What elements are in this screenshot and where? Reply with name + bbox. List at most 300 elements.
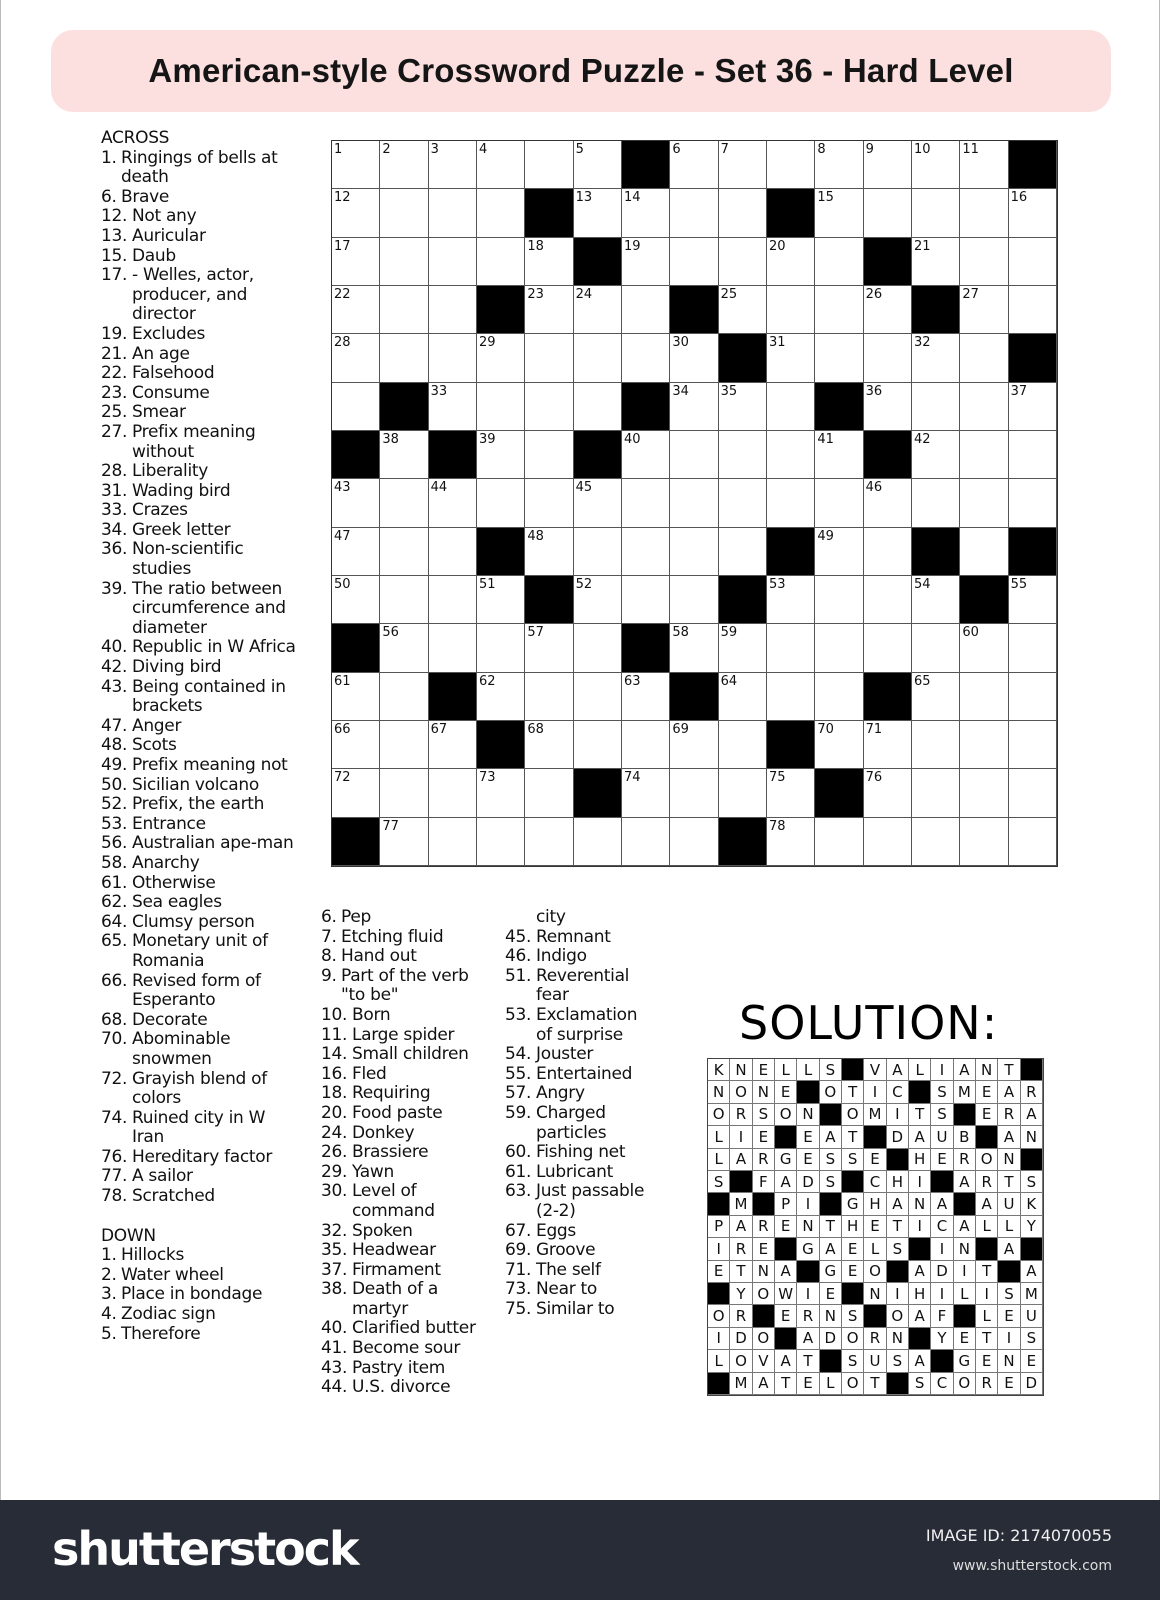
cell-number: 5	[575, 142, 584, 157]
grid-cell[interactable]	[815, 624, 863, 672]
down-clue-18	[321, 1084, 491, 1104]
solution-cell: A	[976, 1193, 998, 1215]
down-clue-5	[101, 1325, 296, 1345]
grid-cell[interactable]	[525, 383, 573, 431]
down-clue-6	[321, 908, 491, 928]
grid-cell[interactable]	[1009, 576, 1057, 624]
grid-cell[interactable]	[864, 189, 912, 237]
grid-cell[interactable]	[815, 189, 863, 237]
grid-cell[interactable]	[429, 624, 477, 672]
grid-cell[interactable]	[477, 238, 525, 286]
grid-cell[interactable]	[912, 673, 960, 721]
clue-text: Being contained in brackets	[132, 676, 286, 717]
grid-cell[interactable]	[912, 431, 960, 479]
clue-text: Pep	[341, 907, 371, 927]
grid-cell[interactable]	[719, 431, 767, 479]
grid-cell[interactable]	[380, 479, 428, 527]
grid-cell[interactable]	[574, 818, 622, 866]
solution-cell: A	[887, 1193, 909, 1215]
grid-cell[interactable]	[332, 673, 380, 721]
grid-cell[interactable]	[429, 576, 477, 624]
grid-cell[interactable]	[332, 576, 380, 624]
grid-cell[interactable]	[719, 721, 767, 769]
grid-cell[interactable]	[332, 769, 380, 817]
clue-text: Etching fluid	[341, 926, 444, 947]
grid-cell[interactable]	[525, 673, 573, 721]
grid-cell[interactable]	[960, 334, 1008, 382]
grid-cell[interactable]	[719, 383, 767, 431]
grid-cell[interactable]	[574, 479, 622, 527]
cell-number: 25	[720, 286, 738, 302]
solution-cell: I	[797, 1193, 819, 1215]
grid-cell[interactable]	[1009, 479, 1057, 527]
cell-number: 34	[672, 383, 689, 399]
grid-cell[interactable]	[380, 238, 428, 286]
clue-text: Decorate	[132, 1009, 208, 1030]
grid-cell[interactable]	[670, 528, 718, 576]
cell-number: 62	[478, 673, 496, 689]
cell-number: 4	[478, 142, 488, 157]
grid-cell[interactable]	[574, 141, 622, 189]
solution-cell: A	[730, 1216, 752, 1238]
clue-text: An age	[132, 343, 190, 364]
grid-cell[interactable]	[477, 769, 525, 817]
grid-cell[interactable]	[767, 334, 815, 382]
grid-cell[interactable]	[380, 286, 428, 334]
grid-cell[interactable]	[622, 479, 670, 527]
grid-cell[interactable]	[912, 479, 960, 527]
grid-cell[interactable]	[1009, 431, 1057, 479]
grid-cell[interactable]	[380, 721, 428, 769]
across-clue-28	[101, 462, 296, 482]
grid-cell[interactable]	[525, 286, 573, 334]
grid-cell[interactable]	[380, 431, 428, 479]
cell-number: 38	[382, 431, 399, 447]
clue-text: Falsehood	[132, 363, 215, 384]
solution-black-square	[976, 1238, 998, 1260]
cell-number: 41	[817, 431, 834, 447]
grid-cell[interactable]	[767, 479, 815, 527]
solution-cell: A	[1021, 1104, 1043, 1126]
clue-text: Spoken	[352, 1220, 413, 1241]
clue-text: Consume	[132, 382, 210, 403]
grid-cell[interactable]	[864, 286, 912, 334]
grid-cell[interactable]	[1009, 673, 1057, 721]
grid-cell[interactable]	[525, 238, 573, 286]
grid-cell[interactable]	[429, 818, 477, 866]
grid-cell[interactable]	[864, 624, 912, 672]
grid-cell[interactable]	[864, 141, 912, 189]
grid-cell[interactable]	[767, 286, 815, 334]
solution-black-square	[820, 1104, 842, 1126]
solution-cell: C	[887, 1081, 909, 1103]
grid-cell[interactable]	[332, 141, 380, 189]
grid-cell[interactable]	[380, 141, 428, 189]
grid-cell[interactable]	[912, 334, 960, 382]
solution-cell: A	[797, 1328, 819, 1350]
grid-cell[interactable]	[815, 431, 863, 479]
black-square	[960, 576, 1008, 624]
grid-cell[interactable]	[429, 721, 477, 769]
grid-cell[interactable]	[1009, 286, 1057, 334]
grid-cell[interactable]	[525, 528, 573, 576]
cell-number: 63	[623, 673, 641, 689]
solution-cell: A	[998, 1238, 1020, 1260]
clue-number: 1.	[101, 1245, 117, 1266]
grid-cell[interactable]	[1009, 769, 1057, 817]
grid-cell[interactable]	[622, 769, 670, 817]
grid-cell[interactable]	[670, 576, 718, 624]
solution-cell: L	[708, 1126, 730, 1148]
cell-number: 64	[720, 673, 738, 689]
grid-cell[interactable]	[670, 721, 718, 769]
grid-cell[interactable]	[380, 673, 428, 721]
clue-number: 3.	[101, 1284, 117, 1305]
solution-cell: A	[954, 1216, 976, 1238]
grid-cell[interactable]	[670, 383, 718, 431]
grid-cell[interactable]	[477, 624, 525, 672]
grid-cell[interactable]	[960, 238, 1008, 286]
black-square	[864, 431, 912, 479]
clue-text: Groove	[536, 1240, 596, 1261]
grid-cell[interactable]	[767, 624, 815, 672]
solution-cell: R	[753, 1149, 775, 1171]
grid-cell[interactable]	[525, 431, 573, 479]
grid-cell[interactable]	[525, 479, 573, 527]
grid-cell[interactable]	[670, 238, 718, 286]
grid-cell[interactable]	[622, 238, 670, 286]
grid-cell[interactable]	[815, 479, 863, 527]
clue-number: 14.	[321, 1044, 348, 1065]
down-clue-35	[321, 1241, 491, 1261]
grid-cell[interactable]	[815, 286, 863, 334]
solution-cell: A	[998, 1081, 1020, 1103]
grid-cell[interactable]	[332, 189, 380, 237]
solution-cell: M	[730, 1193, 752, 1215]
grid-cell[interactable]	[380, 576, 428, 624]
solution-cell: N	[820, 1305, 842, 1327]
clue-number: 12.	[101, 206, 128, 227]
grid-cell[interactable]	[670, 818, 718, 866]
grid-cell[interactable]	[332, 479, 380, 527]
grid-cell[interactable]	[864, 721, 912, 769]
grid-cell[interactable]	[525, 141, 573, 189]
grid-cell[interactable]	[960, 673, 1008, 721]
clue-number: 1.	[101, 147, 117, 168]
grid-cell[interactable]	[960, 528, 1008, 576]
grid-cell[interactable]	[864, 479, 912, 527]
clue-text: Otherwise	[132, 872, 216, 893]
grid-cell[interactable]	[670, 431, 718, 479]
down-clue-57	[505, 1084, 655, 1104]
grid-cell[interactable]	[429, 238, 477, 286]
clue-text: Requiring	[352, 1083, 431, 1104]
solution-cell: T	[730, 1261, 752, 1283]
grid-cell[interactable]	[960, 189, 1008, 237]
grid-cell[interactable]	[815, 528, 863, 576]
grid-cell[interactable]	[429, 528, 477, 576]
grid-cell[interactable]	[960, 818, 1008, 866]
solution-cell: V	[864, 1059, 886, 1081]
black-square	[864, 238, 912, 286]
solution-cell: S	[1021, 1171, 1043, 1193]
grid-cell[interactable]	[477, 141, 525, 189]
solution-cell: M	[864, 1104, 886, 1126]
grid-cell[interactable]	[815, 238, 863, 286]
grid-cell[interactable]	[1009, 189, 1057, 237]
across-clue-1	[101, 149, 296, 188]
grid-cell[interactable]	[477, 576, 525, 624]
grid-cell[interactable]	[767, 673, 815, 721]
grid-cell[interactable]	[622, 528, 670, 576]
grid-cell[interactable]	[574, 528, 622, 576]
grid-cell[interactable]	[815, 721, 863, 769]
grid-cell[interactable]	[670, 334, 718, 382]
grid-cell[interactable]	[622, 576, 670, 624]
grid-cell[interactable]	[719, 624, 767, 672]
grid-cell[interactable]	[912, 189, 960, 237]
grid-cell[interactable]	[960, 383, 1008, 431]
clue-number: 68.	[101, 1009, 128, 1030]
grid-cell[interactable]	[574, 576, 622, 624]
grid-cell[interactable]	[670, 624, 718, 672]
grid-cell[interactable]	[429, 286, 477, 334]
grid-cell[interactable]	[912, 818, 960, 866]
clue-text: Wading bird	[132, 480, 231, 501]
clue-number: 48.	[101, 735, 128, 756]
grid-cell[interactable]	[332, 528, 380, 576]
grid-cell[interactable]	[332, 286, 380, 334]
grid-cell[interactable]	[719, 238, 767, 286]
solution-cell: M	[730, 1373, 752, 1395]
grid-cell[interactable]	[574, 334, 622, 382]
grid-cell[interactable]	[1009, 383, 1057, 431]
grid-cell[interactable]	[815, 141, 863, 189]
solution-cell: R	[1021, 1081, 1043, 1103]
grid-cell[interactable]	[525, 334, 573, 382]
grid-cell[interactable]	[380, 624, 428, 672]
grid-cell[interactable]	[767, 769, 815, 817]
clue-text: Charged particles	[536, 1102, 607, 1143]
grid-cell[interactable]	[912, 238, 960, 286]
grid-cell[interactable]	[380, 769, 428, 817]
grid-cell[interactable]	[670, 479, 718, 527]
grid-cell[interactable]	[332, 383, 380, 431]
cell-number: 20	[768, 238, 786, 254]
grid-cell[interactable]	[380, 334, 428, 382]
grid-cell[interactable]	[815, 673, 863, 721]
grid-cell[interactable]	[864, 769, 912, 817]
grid-cell[interactable]	[429, 479, 477, 527]
grid-cell[interactable]	[477, 479, 525, 527]
grid-cell[interactable]	[477, 383, 525, 431]
cell-number: 18	[527, 238, 544, 254]
across-clue-56	[101, 834, 296, 854]
clue-number: 10.	[321, 1004, 348, 1025]
black-square	[525, 576, 573, 624]
grid-cell[interactable]	[525, 624, 573, 672]
grid-cell[interactable]	[960, 479, 1008, 527]
solution-cell: L	[775, 1059, 797, 1081]
down-clue-55	[505, 1065, 655, 1085]
solution-cell: E	[864, 1149, 886, 1171]
grid-cell[interactable]	[525, 769, 573, 817]
grid-cell[interactable]	[767, 576, 815, 624]
grid-cell[interactable]	[960, 624, 1008, 672]
grid-cell[interactable]	[912, 721, 960, 769]
grid-cell[interactable]	[332, 721, 380, 769]
grid-cell[interactable]	[670, 769, 718, 817]
grid-cell[interactable]	[477, 673, 525, 721]
grid-cell[interactable]	[864, 576, 912, 624]
clue-text: Ruined city in W Iran	[132, 1107, 266, 1148]
grid-cell[interactable]	[332, 238, 380, 286]
solution-cell: T	[820, 1216, 842, 1238]
clue-text: Become sour	[352, 1338, 461, 1359]
clue-number: 35.	[321, 1240, 348, 1261]
grid-cell[interactable]	[1009, 721, 1057, 769]
solution-cell: D	[820, 1328, 842, 1350]
solution-cell: S	[708, 1171, 730, 1193]
grid-cell[interactable]	[815, 334, 863, 382]
grid-cell[interactable]	[574, 721, 622, 769]
clue-number: 71.	[505, 1259, 532, 1280]
grid-cell[interactable]	[574, 383, 622, 431]
solution-cell: D	[730, 1328, 752, 1350]
cell-number: 30	[672, 335, 689, 351]
solution-cell: P	[775, 1193, 797, 1215]
grid-cell[interactable]	[864, 334, 912, 382]
grid-cell[interactable]	[429, 141, 477, 189]
cell-number: 35	[720, 383, 738, 399]
solution-cell: A	[998, 1126, 1020, 1148]
grid-cell[interactable]	[864, 528, 912, 576]
grid-cell[interactable]	[767, 431, 815, 479]
cell-number: 13	[575, 190, 593, 206]
solution-title: SOLUTION:	[739, 996, 999, 1050]
grid-cell[interactable]	[622, 286, 670, 334]
grid-cell[interactable]	[719, 769, 767, 817]
grid-cell[interactable]	[622, 334, 670, 382]
solution-black-square	[887, 1149, 909, 1171]
grid-cell[interactable]	[525, 818, 573, 866]
grid-cell[interactable]	[815, 818, 863, 866]
across-heading: ACROSS	[101, 128, 170, 148]
grid-cell[interactable]	[670, 189, 718, 237]
grid-cell[interactable]	[719, 189, 767, 237]
grid-cell[interactable]	[622, 673, 670, 721]
grid-cell[interactable]	[912, 576, 960, 624]
grid-cell[interactable]	[864, 383, 912, 431]
grid-cell[interactable]	[719, 286, 767, 334]
cell-number: 78	[768, 818, 786, 834]
grid-cell[interactable]	[767, 818, 815, 866]
grid-cell[interactable]	[574, 673, 622, 721]
grid-cell[interactable]	[574, 286, 622, 334]
grid-cell[interactable]	[1009, 238, 1057, 286]
solution-cell: L	[998, 1216, 1020, 1238]
grid-cell[interactable]	[574, 189, 622, 237]
grid-cell[interactable]	[960, 721, 1008, 769]
grid-cell[interactable]	[960, 431, 1008, 479]
grid-cell[interactable]	[670, 141, 718, 189]
solution-cell: T	[998, 1171, 1020, 1193]
solution-cell: G	[820, 1261, 842, 1283]
grid-cell[interactable]	[1009, 624, 1057, 672]
grid-cell[interactable]	[815, 576, 863, 624]
grid-cell[interactable]	[960, 769, 1008, 817]
grid-cell[interactable]	[429, 769, 477, 817]
across-clue-25	[101, 403, 296, 423]
grid-cell[interactable]	[622, 818, 670, 866]
grid-cell[interactable]	[767, 141, 815, 189]
down-clue-51	[505, 967, 655, 1006]
down-clue-2	[101, 1266, 296, 1286]
solution-cell: A	[909, 1350, 931, 1372]
solution-cell: T	[842, 1126, 864, 1148]
cell-number: 55	[1010, 576, 1028, 592]
grid-cell[interactable]	[767, 238, 815, 286]
grid-cell[interactable]	[477, 189, 525, 237]
grid-cell[interactable]	[622, 721, 670, 769]
grid-cell[interactable]	[912, 141, 960, 189]
grid-cell[interactable]	[960, 141, 1008, 189]
grid-cell[interactable]	[380, 528, 428, 576]
cell-number: 40	[623, 431, 641, 447]
grid-cell[interactable]	[429, 334, 477, 382]
down-clue-10	[321, 1006, 491, 1026]
grid-cell[interactable]	[574, 624, 622, 672]
grid-cell[interactable]	[912, 624, 960, 672]
solution-black-square	[730, 1171, 752, 1193]
grid-cell[interactable]	[622, 189, 670, 237]
grid-cell[interactable]	[477, 818, 525, 866]
solution-black-square	[708, 1193, 730, 1215]
clue-text: Excludes	[132, 323, 206, 344]
grid-cell[interactable]	[429, 383, 477, 431]
cell-number: 74	[623, 770, 641, 786]
grid-cell[interactable]	[912, 383, 960, 431]
grid-cell[interactable]	[719, 673, 767, 721]
grid-cell[interactable]	[1009, 818, 1057, 866]
grid-cell[interactable]	[960, 286, 1008, 334]
grid-cell[interactable]	[477, 431, 525, 479]
solution-cell: T	[976, 1328, 998, 1350]
clue-text: Hillocks	[121, 1245, 185, 1266]
grid-cell[interactable]	[525, 721, 573, 769]
black-square	[429, 673, 477, 721]
grid-cell[interactable]	[719, 528, 767, 576]
grid-cell[interactable]	[767, 383, 815, 431]
solution-black-square	[864, 1126, 886, 1148]
down-clue-40	[321, 1319, 491, 1339]
grid-cell[interactable]	[719, 141, 767, 189]
grid-cell[interactable]	[380, 818, 428, 866]
solution-cell: D	[797, 1171, 819, 1193]
grid-cell[interactable]	[622, 431, 670, 479]
clue-number: 41.	[321, 1338, 348, 1359]
solution-cell: K	[708, 1059, 730, 1081]
grid-cell[interactable]	[719, 479, 767, 527]
clue-text: Indigo	[536, 946, 587, 967]
grid-cell[interactable]	[477, 334, 525, 382]
grid-cell[interactable]	[380, 189, 428, 237]
grid-cell[interactable]	[332, 334, 380, 382]
grid-cell[interactable]	[912, 769, 960, 817]
grid-cell[interactable]	[864, 818, 912, 866]
grid-cell[interactable]	[429, 189, 477, 237]
clue-number: 45.	[505, 926, 532, 947]
